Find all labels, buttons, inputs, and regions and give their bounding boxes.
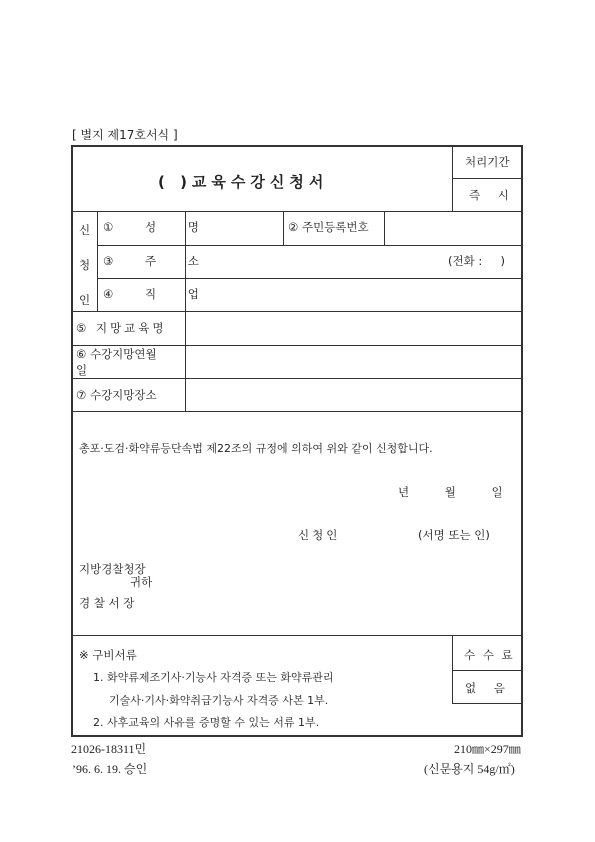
applicant-group-char-2: 청 [79, 258, 91, 272]
reg-no-label: ② 주민등록번호 [288, 220, 369, 234]
addressee-honorific: 귀하 [130, 575, 153, 589]
signature-note: (서명 또는 인) [418, 528, 490, 542]
required-doc-2: 2. 사후교육의 사유를 증명할 수 있는 서류 1부. [93, 716, 320, 729]
required-doc-1b: 기술사·기사·화약취급기능사 자격증 사본 1부. [109, 694, 329, 707]
required-doc-1a: 1. 화약류제조기사·기능사 자격증 또는 화약류관리 [93, 671, 334, 684]
name-label: ① 성 명 [103, 220, 199, 234]
addressee-line-1: 지방경찰청장 [79, 562, 146, 576]
fee-value: 없 음 [465, 681, 505, 695]
form-label: [ 별지 제17호서식 ] [72, 128, 178, 142]
paper-size: 210㎜×297㎜ [454, 742, 521, 756]
form-code: 21026-18311민 [71, 742, 147, 756]
required-docs-header: ※ 구비서류 [79, 648, 137, 662]
phone-label: (전화 : ) [448, 254, 505, 268]
desired-place-field[interactable] [187, 380, 520, 409]
address-label: ③ 주 소 [103, 254, 199, 268]
processing-period-value: 즉 시 [469, 188, 516, 202]
form-title: ( )교육수강신청서 [158, 173, 329, 191]
applicant-group-char-1: 신 [79, 223, 91, 237]
paper-spec: (신문용지 54g/㎡) [424, 762, 515, 776]
form-top-border [71, 145, 523, 147]
name-field[interactable] [187, 213, 281, 243]
job-field[interactable] [187, 280, 520, 309]
job-label: ④ 직 업 [103, 287, 199, 301]
form-left-border [71, 145, 73, 736]
applicant-group-char-3: 인 [79, 293, 91, 307]
desired-month-field[interactable] [187, 347, 520, 376]
form-bottom-border [71, 735, 523, 737]
desired-place-label: ⑦ 수강지망장소 [76, 388, 157, 402]
approval-date: ’96. 6. 19. 승인 [72, 762, 148, 776]
education-name-field[interactable] [187, 313, 520, 343]
education-name-label: ⑤ 지망교육명 [76, 321, 167, 335]
date-line: 년 월 일 [398, 485, 503, 499]
fee-label: 수 수 료 [464, 648, 515, 662]
declaration-text: 총포·도검·화약류등단속법 제22조의 규정에 의하여 위와 같이 신청합니다. [79, 442, 433, 455]
form-right-border [521, 145, 523, 736]
processing-period-label: 처리기간 [465, 155, 510, 169]
applicant-signature-label: 신청인 [298, 528, 341, 542]
address-field[interactable] [187, 247, 442, 276]
addressee-line-2: 경 찰 서 장 [79, 596, 135, 610]
desired-month-label: ⑥ 수강지망연월 [76, 347, 157, 361]
desired-month-label-cont: 일 [76, 363, 88, 377]
reg-no-field[interactable] [386, 213, 520, 243]
